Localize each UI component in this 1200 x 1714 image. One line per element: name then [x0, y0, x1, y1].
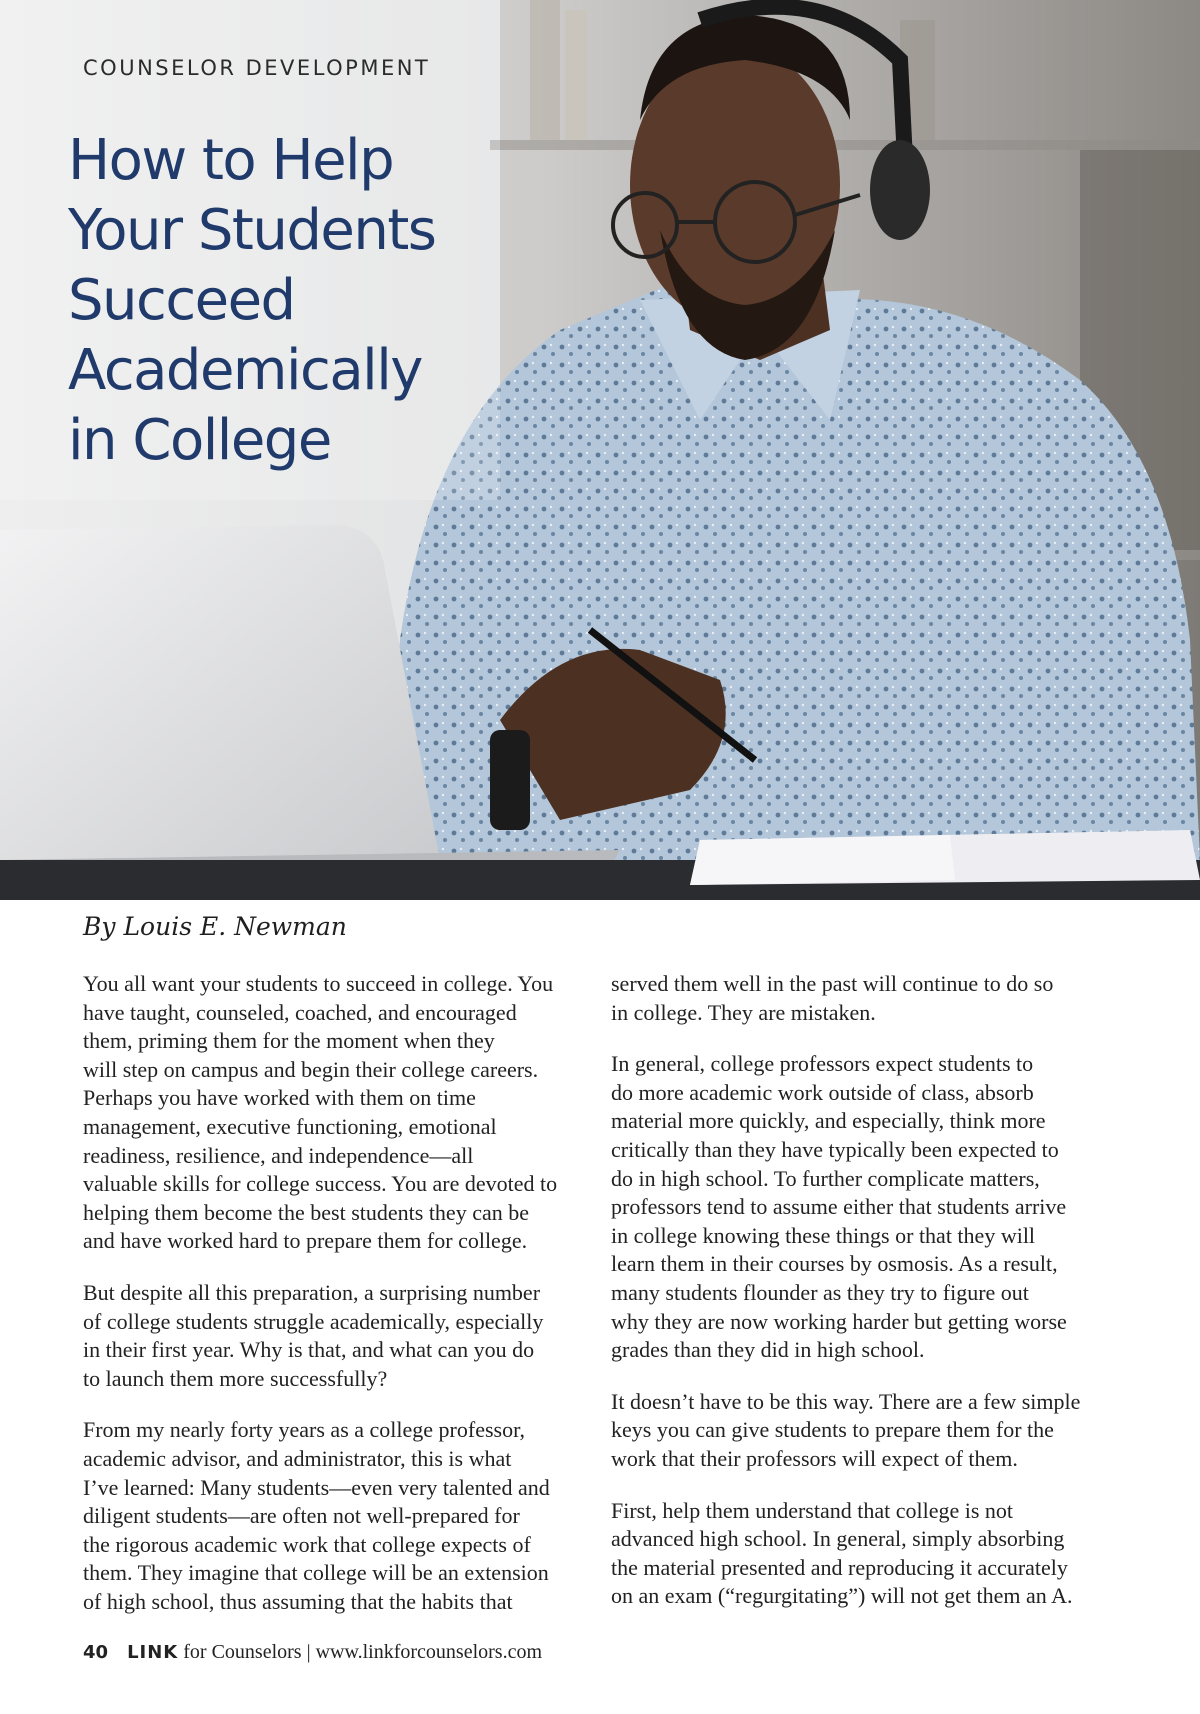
text-line: them, priming them for the moment when they: [83, 1028, 495, 1054]
headline-line: Your Students: [68, 198, 436, 263]
text-line: do more academic work outside of class, absorb: [611, 1079, 1034, 1105]
text-line: to launch them more successfully?: [83, 1365, 388, 1391]
text-line: You all want your students to succeed in college. You: [83, 971, 554, 996]
section-label: COUNSELOR DEVELOPMENT: [83, 56, 431, 80]
text-line: served them well in the past will continue to do so: [611, 971, 1054, 996]
text-line: helping them become the best students they can be: [83, 1199, 529, 1225]
paragraph: [611, 1050, 1121, 1365]
text-line: many students flounder as they try to figure out: [611, 1279, 1029, 1305]
paragraph: [611, 1497, 1121, 1611]
publication-info: for Counselors | www.linkforcounselors.com: [183, 1641, 543, 1663]
text-line: will step on campus and begin their college careers.: [83, 1056, 539, 1082]
text-line: learn them in their courses by osmosis. As a result,: [611, 1251, 1058, 1277]
text-line: of college students struggle academically, especially: [83, 1308, 544, 1334]
text-line: I’ve learned: Many students—even very talented and: [83, 1474, 550, 1500]
byline: By Louis E. Newman: [83, 912, 347, 941]
text-line: of high school, thus assuming that the habits that: [83, 1588, 513, 1614]
text-line: valuable skills for college success. You are devoted to: [83, 1171, 558, 1197]
page-number: 40: [83, 1642, 109, 1663]
text-line: Perhaps you have worked with them on time: [83, 1085, 476, 1111]
page-footer: [83, 1641, 542, 1664]
text-line: them. They imagine that college will be an extension: [83, 1560, 549, 1586]
text-line: in their first year. Why is that, and what can you do: [83, 1337, 535, 1363]
text-line: on an exam (“regurgitating”) will not get them an A.: [611, 1583, 1073, 1609]
text-line: critically than they have typically been expected to: [611, 1136, 1059, 1162]
text-line: the material presented and reproducing it accurately: [611, 1554, 1068, 1580]
text-line: why they are now working harder but getting worse: [611, 1308, 1067, 1334]
text-line: work that their professors will expect of them.: [611, 1445, 1018, 1471]
text-line: grades than they did in high school.: [611, 1337, 925, 1363]
headline-line: in College: [68, 408, 331, 473]
text-line: It doesn’t have to be this way. There are a few simple: [611, 1388, 1081, 1414]
paragraph: [83, 1279, 611, 1393]
headline-line: Succeed: [68, 268, 295, 333]
text-line: First, help them understand that college is not: [611, 1497, 1014, 1523]
text-line: professors tend to assume either that students arrive: [611, 1194, 1067, 1220]
text-line: advanced high school. In general, simply absorbing: [611, 1526, 1065, 1552]
text-line: From my nearly forty years as a college professor,: [83, 1417, 526, 1443]
paragraph: [83, 1416, 611, 1616]
paragraph: [611, 970, 1121, 1027]
text-line: In general, college professors expect students to: [611, 1051, 1034, 1077]
text-line: and have worked hard to prepare them for college.: [83, 1228, 528, 1254]
article-headline: [68, 126, 488, 476]
text-line: in college knowing these things or that they will: [611, 1222, 1036, 1248]
text-line: keys you can give students to prepare them for the: [611, 1417, 1054, 1443]
text-line: readiness, resilience, and independence—all: [83, 1142, 474, 1168]
publication-brand: LINK: [127, 1642, 179, 1663]
text-line: diligent students—are often not well-prepared for: [83, 1503, 520, 1529]
text-line: have taught, counseled, coached, and encouraged: [83, 999, 517, 1025]
headline-line: How to Help: [68, 128, 394, 193]
paragraph: [83, 970, 611, 1256]
article-column-right: [611, 970, 1121, 1634]
headline-line: Academically: [68, 338, 422, 403]
text-line: in college. They are mistaken.: [611, 999, 876, 1025]
text-line: material more quickly, and especially, think more: [611, 1108, 1046, 1134]
text-line: the rigorous academic work that college expects of: [83, 1531, 531, 1557]
text-line: academic advisor, and administrator, this is what: [83, 1445, 512, 1471]
text-line: do in high school. To further complicate matters,: [611, 1165, 1040, 1191]
paragraph: [611, 1388, 1121, 1474]
text-line: management, executive functioning, emotional: [83, 1113, 497, 1139]
article-column-left: [83, 970, 611, 1639]
text-line: But despite all this preparation, a surprising number: [83, 1279, 541, 1305]
